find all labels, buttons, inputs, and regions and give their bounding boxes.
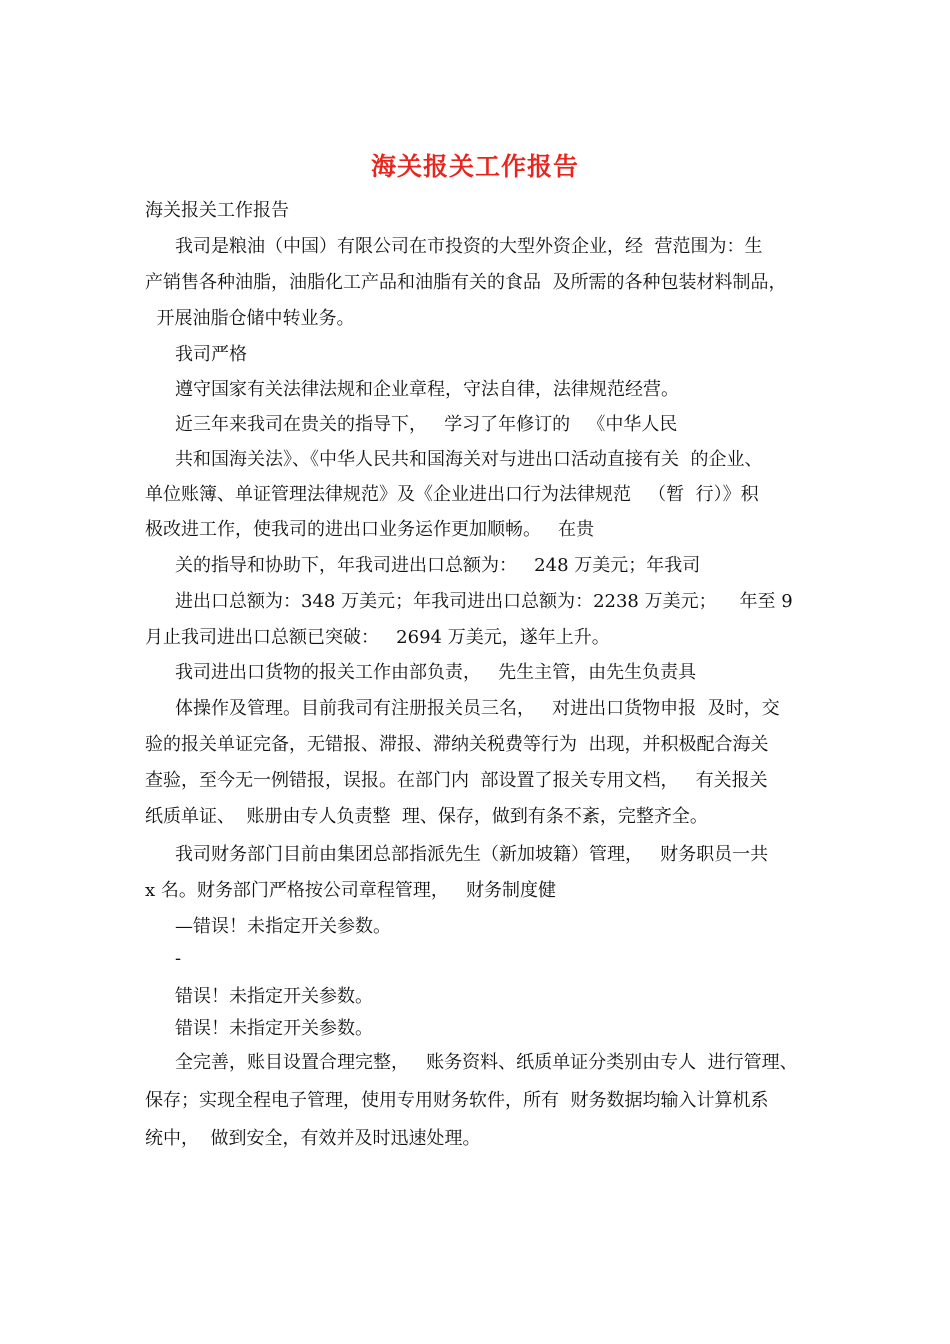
body-line: 进出口总额为：348 万美元；年我司进出口总额为：2238 万美元； 年至 9 bbox=[175, 591, 793, 612]
body-line: x 名。财务部门严格按公司章程管理， 财务制度健 bbox=[145, 880, 557, 901]
body-line: 错误！未指定开关参数。 bbox=[175, 986, 373, 1007]
body-line: 月止我司进出口总额已突破： 2694 万美元，遂年上升。 bbox=[145, 627, 610, 648]
body-line: 我司财务部门目前由集团总部指派先生（新加坡籍）管理， 财务职员一共 bbox=[175, 844, 769, 865]
body-line: 全完善，账目设置合理完整， 账务资料、纸质单证分类别由专人 进行管理、 bbox=[175, 1052, 798, 1073]
body-line: 单位账簿、单证管理法律规范》及《企业进出口行为法律规范 （暂 行）》积 bbox=[145, 484, 759, 505]
body-line: —错误！未指定开关参数。 bbox=[175, 916, 391, 937]
body-line: - bbox=[175, 948, 182, 969]
body-line: 体操作及管理。目前我司有注册报关员三名， 对进出口货物申报 及时，交 bbox=[175, 698, 780, 719]
body-line: 统中， 做到安全，有效并及时迅速处理。 bbox=[145, 1128, 481, 1149]
body-line: 错误！未指定开关参数。 bbox=[175, 1018, 373, 1039]
body-line: 我司进出口货物的报关工作由部负责， 先生主管，由先生负责具 bbox=[175, 662, 697, 683]
body-line: 遵守国家有关法律法规和企业章程，守法自律，法律规范经营。 bbox=[175, 379, 679, 400]
body-line: 我司是粮油（中国）有限公司在市投资的大型外资企业，经 营范围为：生 bbox=[175, 236, 763, 257]
body-line: 关的指导和协助下，年我司进出口总额为： 248 万美元；年我司 bbox=[175, 555, 701, 576]
body-line: 海关报关工作报告 bbox=[145, 200, 289, 221]
body-line: 保存；实现全程电子管理，使用专用财务软件，所有 财务数据均输入计算机系 bbox=[145, 1090, 769, 1111]
body-line: 验的报关单证完备，无错报、滞报、滞纳关税费等行为 出现，并积极配合海关 bbox=[145, 734, 769, 755]
body-line: 纸质单证、 账册由专人负责整 理、保存，做到有条不紊，完整齐全。 bbox=[145, 806, 708, 827]
body-line: 近三年来我司在贵关的指导下， 学习了年修订的 《中华人民 bbox=[175, 414, 678, 435]
body-line: 共和国海关法》、《中华人民共和国海关对与进出口活动直接有关 的企业、 bbox=[175, 449, 763, 470]
document-title: 海关报关工作报告 bbox=[370, 152, 579, 181]
body-line: 我司严格 bbox=[175, 344, 247, 365]
body-line: 产销售各种油脂，油脂化工产品和油脂有关的食品 及所需的各种包装材料制品， bbox=[145, 272, 787, 293]
body-line: 查验，至今无一例错报，误报。在部门内 部设置了报关专用文档， 有关报关 bbox=[145, 770, 768, 791]
body-line: 开展油脂仓储中转业务。 bbox=[145, 308, 355, 329]
body-line: 极改进工作，使我司的进出口业务运作更加顺畅。 在贵 bbox=[145, 519, 595, 540]
